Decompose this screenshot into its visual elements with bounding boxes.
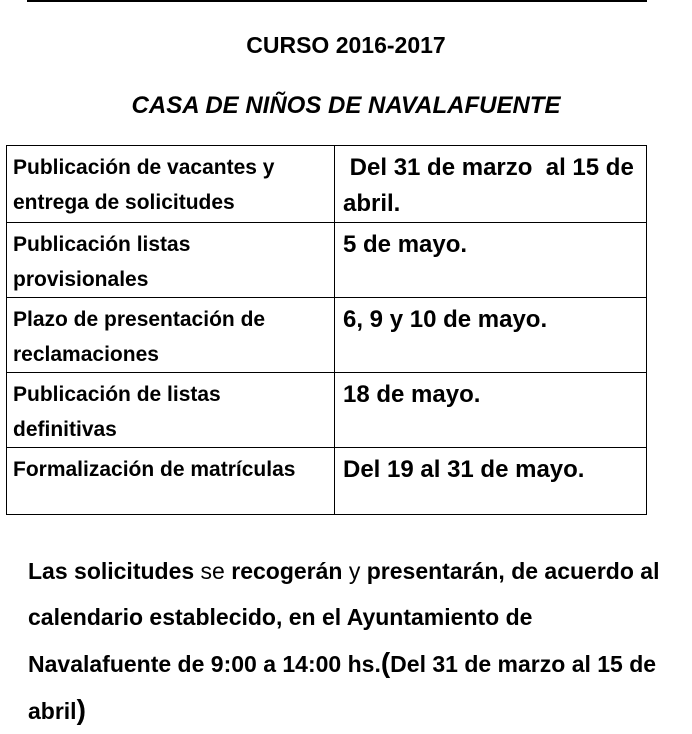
course-title: CURSO 2016-2017 — [246, 32, 446, 58]
table-row — [7, 373, 647, 448]
school-title: CASA DE NIÑOS DE NAVALAFUENTE — [131, 92, 561, 119]
note-part: recogerán — [231, 558, 343, 584]
table-row — [7, 298, 647, 373]
note-part: Las solicitudes — [28, 558, 195, 584]
dates-cell: Del 19 al 31 de mayo. — [335, 448, 647, 515]
top-rule — [27, 0, 647, 2]
note-part: ( — [380, 647, 391, 678]
dates-cell: 5 de mayo. — [335, 223, 647, 298]
table-row — [7, 223, 647, 298]
note-part: Del 31 de marzo al 15 de abril — [28, 651, 657, 724]
stage-cell: Formalización de matrículas — [7, 448, 335, 515]
stage-cell: Publicación listas provisionales — [7, 223, 335, 298]
note-part: ) — [76, 694, 86, 725]
stage-cell: Publicación de listas definitivas — [7, 373, 335, 448]
stage-cell: Plazo de presentación de reclamaciones — [7, 298, 335, 373]
table-row — [7, 448, 647, 515]
note-part: y — [342, 558, 367, 584]
schedule-table — [6, 145, 647, 515]
note-part: presentarán, de acuerdo al calendario establecido, en el Ayuntamiento de Navalafuente de 9:00 a 14:00 hs. — [28, 558, 660, 677]
table-row — [7, 146, 647, 223]
dates-cell: Del 31 de marzo al 15 de abril. — [335, 146, 647, 223]
application-note — [28, 548, 668, 734]
note-part: se — [194, 558, 232, 584]
stage-cell: Publicación de vacantes y entrega de solicitudes — [7, 146, 335, 223]
dates-cell: 18 de mayo. — [335, 373, 647, 448]
dates-cell: 6, 9 y 10 de mayo. — [335, 298, 647, 373]
